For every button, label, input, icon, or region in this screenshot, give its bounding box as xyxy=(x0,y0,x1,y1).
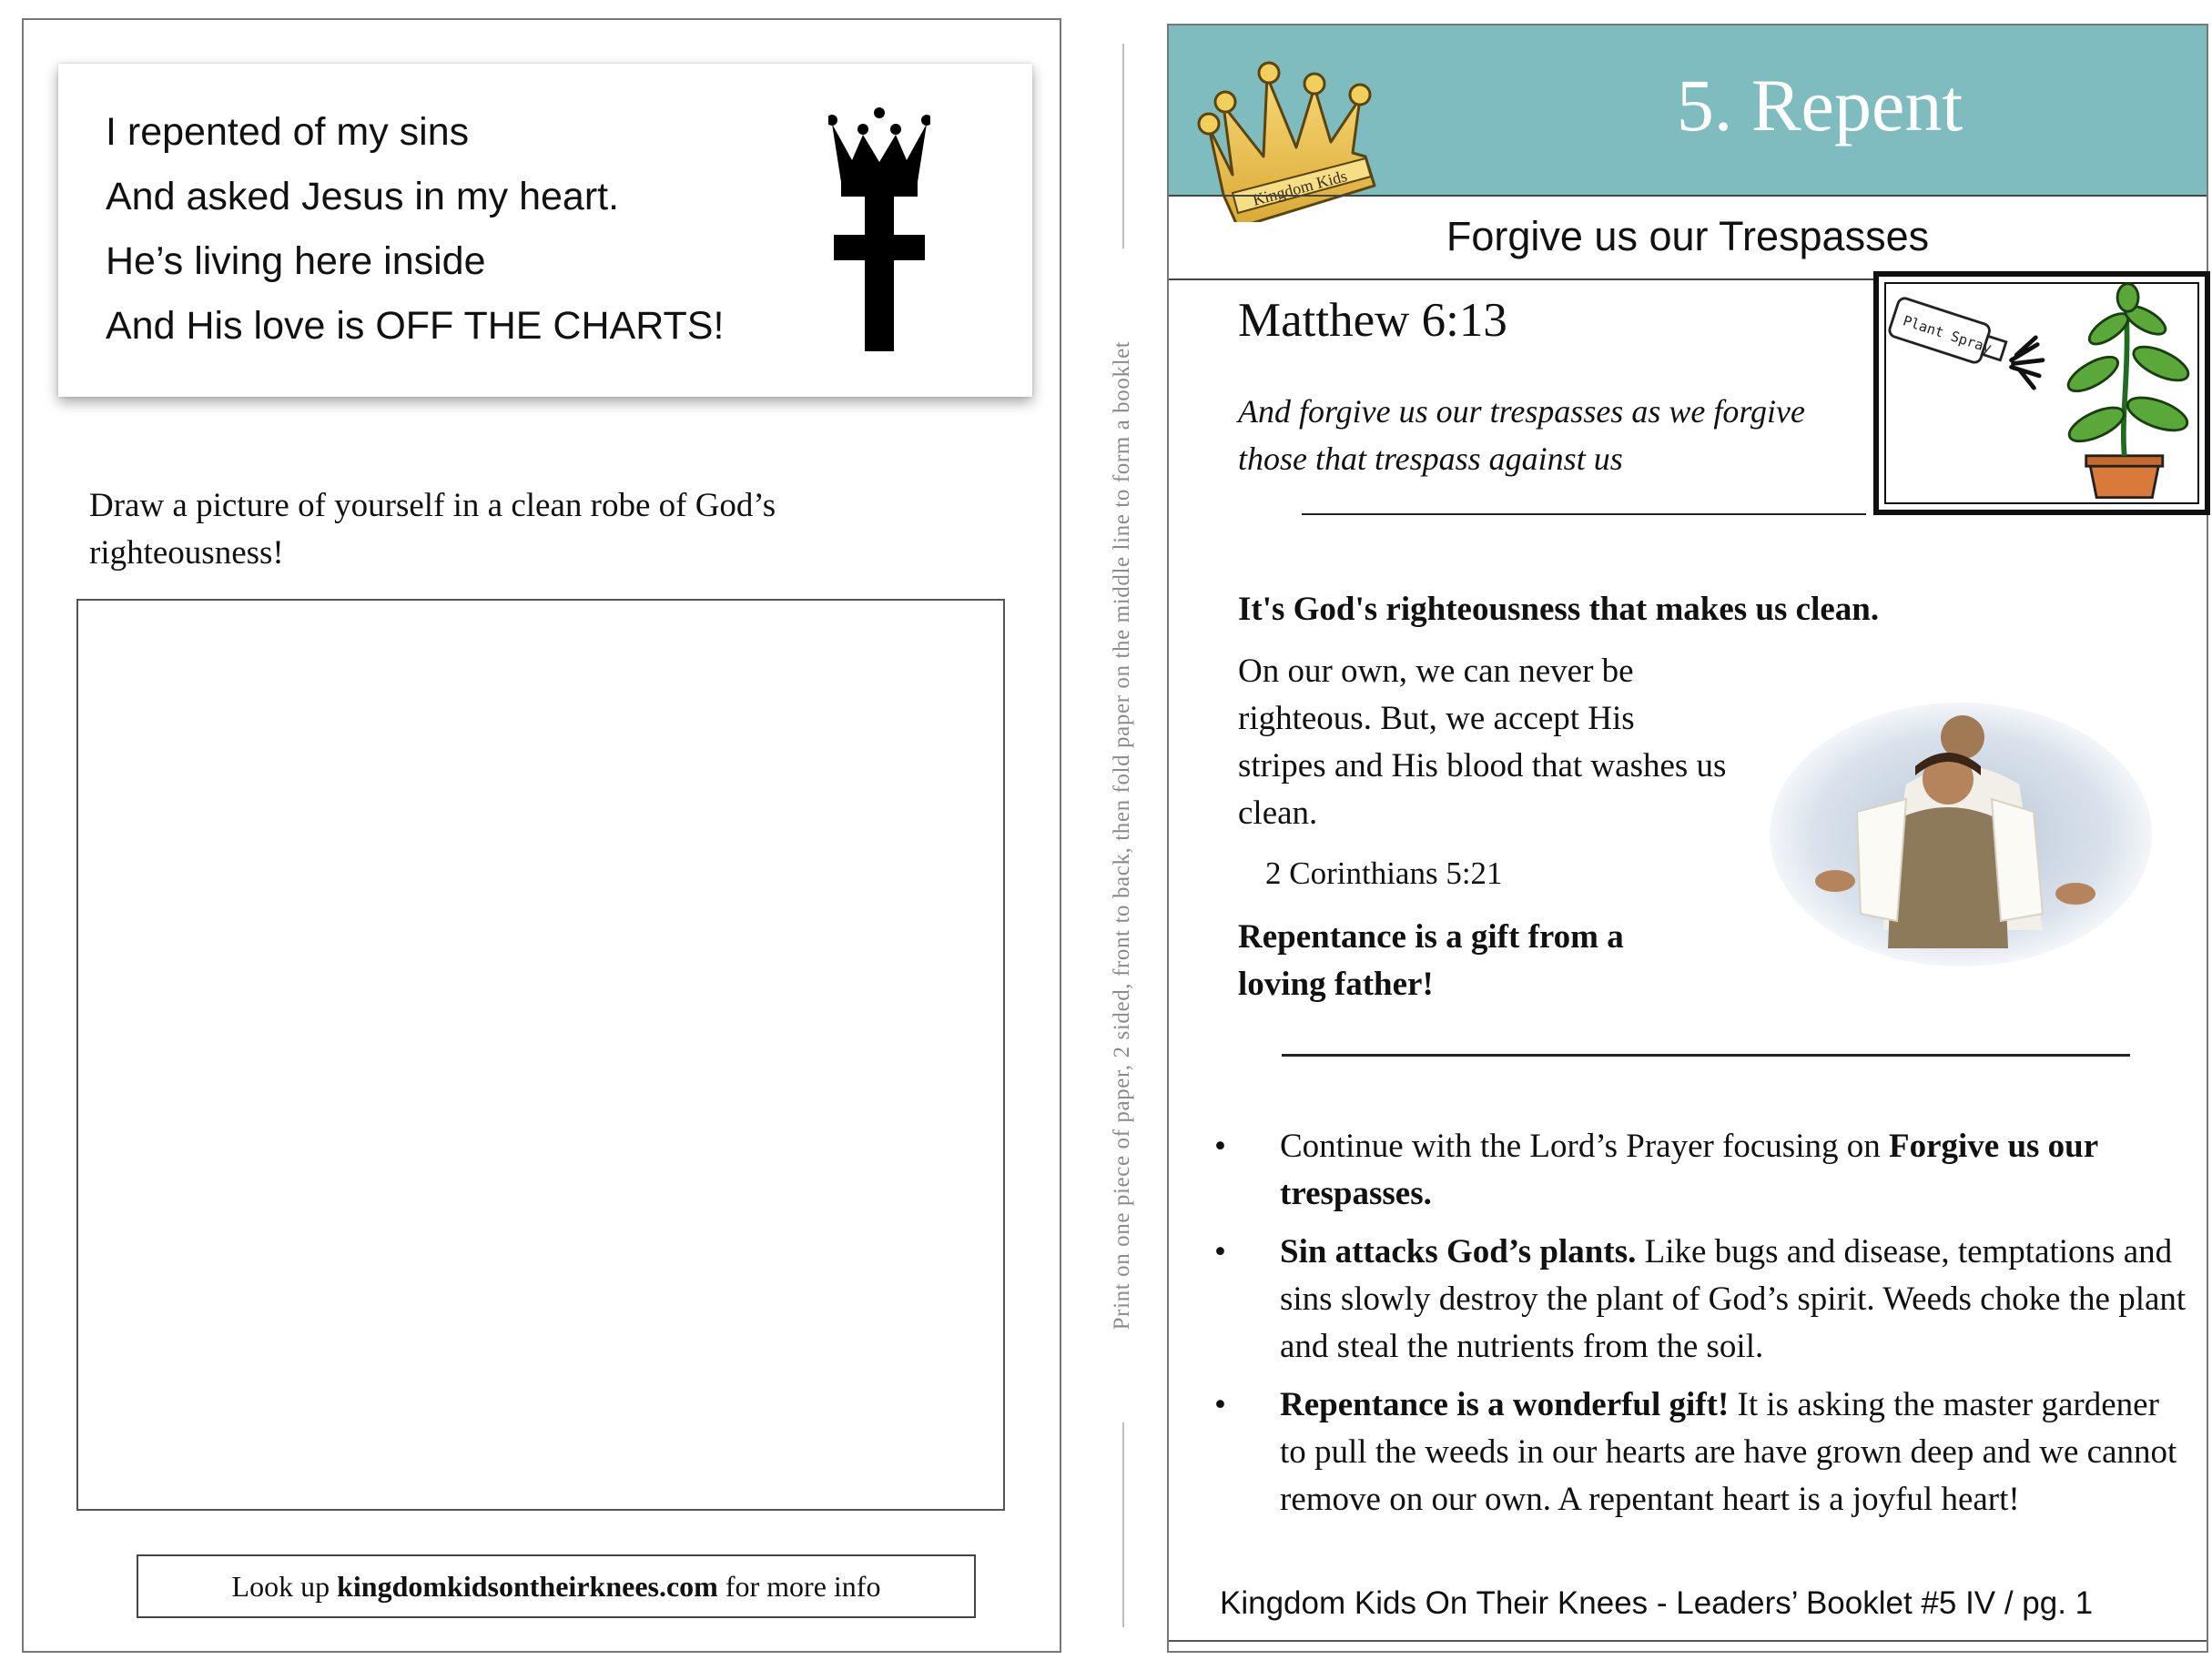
gift-statement: Repentance is a gift from a loving father! xyxy=(1238,918,1624,1003)
website-link[interactable]: kingdomkidsontheirknees.com xyxy=(337,1570,718,1603)
page-title: 5. Repent xyxy=(1676,64,1963,147)
logo-text: Kingdom Kids xyxy=(1250,166,1349,209)
lesson-subheader: Forgive us our Trespasses xyxy=(1169,195,2207,280)
footer-rule xyxy=(1169,1640,2207,1642)
bullet-text: Like bugs and disease, temptations and sins slowly destroy the plant of God’s spirit. Weeds choke the plant and steal the nutrients from the soil. xyxy=(1280,1233,2187,1365)
bullet-glyph: • xyxy=(1214,1128,1226,1165)
bottle-label: Plant Spray xyxy=(1901,312,1994,357)
bullet-glyph: • xyxy=(1214,1386,1226,1423)
clean-robe-illustration xyxy=(1770,703,2152,967)
poem-lines xyxy=(106,100,724,359)
lesson-bullets xyxy=(1214,1123,2188,1534)
verse-reference: Matthew 6:13 xyxy=(1238,294,1507,347)
left-booklet-page xyxy=(22,18,1061,1653)
lookup-suffix: for more info xyxy=(717,1570,881,1603)
fold-instruction: Print on one piece of paper, 2 sided, front to back, then fold paper on the middle line to form a booklet xyxy=(1106,248,1139,1422)
key-statement: It's God's righteousness that makes us clean. xyxy=(1238,591,1880,628)
right-booklet-page xyxy=(1167,24,2208,1653)
lookup-prefix: Look up xyxy=(231,1570,338,1603)
scripture-reference: 2 Corinthians 5:21 xyxy=(1265,855,1503,891)
poem-line: And His love is OFF THE CHARTS! xyxy=(106,304,725,348)
body-paragraph: On our own, we can never be righteous. But, we accept His stripes and His blood that washes us clean. xyxy=(1238,653,1727,832)
crown-cross-icon xyxy=(828,107,930,353)
list-item xyxy=(1214,1382,2188,1523)
drawing-area[interactable] xyxy=(76,599,1005,1511)
poem-line: He’s living here inside xyxy=(106,239,486,283)
draw-prompt: Draw a picture of yourself in a clean robe of God’s righteousness! xyxy=(89,487,776,572)
divider xyxy=(1282,1054,2130,1057)
lookup-banner xyxy=(137,1554,976,1618)
bullet-bold: Forgive us our trespasses. xyxy=(1280,1128,2098,1212)
verse-text: And forgive us our trespasses as we forgive those that trespass against us xyxy=(1238,393,1805,477)
poem-line: And asked Jesus in my heart. xyxy=(106,175,620,218)
divider xyxy=(1302,513,1866,515)
plant-spray-icon xyxy=(1873,271,2210,515)
bullet-text: It is asking the master gardener to pull the weeds in our hearts are have grown deep and we cannot remove on our own. A repentant heart is a joyful heart! xyxy=(1280,1386,2177,1518)
poem-line: I repented of my sins xyxy=(106,110,470,154)
bullet-bold: Repentance is a wonderful gift! xyxy=(1280,1386,1730,1423)
list-item xyxy=(1214,1229,2188,1371)
poem-card xyxy=(58,64,1032,397)
bullet-glyph: • xyxy=(1214,1233,1226,1270)
bullet-text: Continue with the Lord’s Prayer focusing on xyxy=(1280,1128,1889,1165)
page-footer: Kingdom Kids On Their Knees - Leaders’ Booklet #5 IV / pg. 1 xyxy=(1220,1585,2094,1621)
bullet-bold: Sin attacks God’s plants. xyxy=(1280,1233,1637,1270)
list-item xyxy=(1214,1123,2188,1218)
